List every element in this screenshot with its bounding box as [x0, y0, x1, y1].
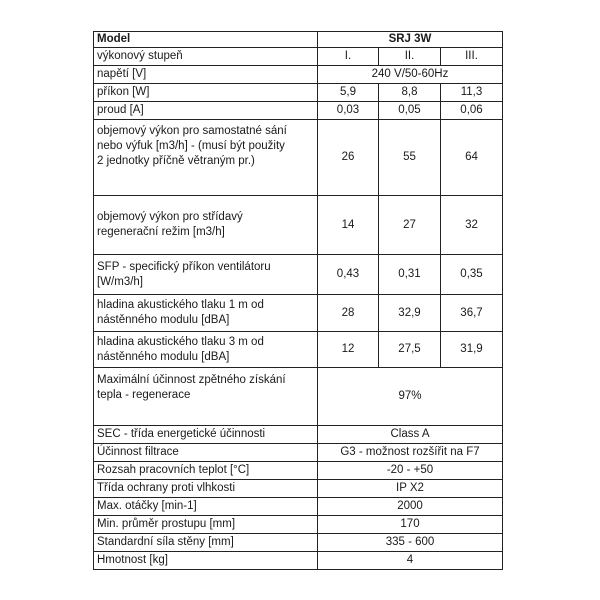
- table-row: [94, 444, 503, 462]
- cell-stage-3: 0,35: [441, 255, 503, 295]
- cell-merged: IP X2: [318, 480, 503, 498]
- cell-stage-1: 12: [318, 332, 379, 368]
- cell-stage-2: II.: [379, 48, 441, 66]
- cell-stage-3: III.: [441, 48, 503, 66]
- model-value: SRJ 3W: [318, 32, 503, 48]
- row-label-line: hladina akustického tlaku 3 m od: [97, 335, 264, 348]
- model-label: Model: [94, 32, 318, 48]
- cell-stage-1: 28: [318, 295, 379, 332]
- row-label-line: SFP - specifický příkon ventilátoru: [97, 260, 271, 273]
- row-label: Rozsah pracovních teplot [°C]: [94, 462, 318, 480]
- row-label: Třída ochrany proti vlhkosti: [94, 480, 318, 498]
- row-label: [94, 295, 318, 332]
- row-label: SEC - třída energetické účinnosti: [94, 426, 318, 444]
- table-row: [94, 534, 503, 552]
- row-label: výkonový stupeň: [94, 48, 318, 66]
- cell-stage-3: 36,7: [441, 295, 503, 332]
- row-label: Min. průměr prostupu [mm]: [94, 516, 318, 534]
- table-row: [94, 368, 503, 426]
- table-row: [94, 295, 503, 332]
- cell-merged: 335 - 600: [318, 534, 503, 552]
- row-label-line: 2 jednotky příčně větraným pr.): [97, 155, 255, 167]
- cell-merged: G3 - možnost rozšířit na F7: [318, 444, 503, 462]
- cell-stage-2: 27,5: [379, 332, 441, 368]
- row-label-line: nástěnného modulu [dBA]: [97, 314, 230, 326]
- row-label-line: [W/m3/h]: [97, 275, 144, 288]
- cell-stage-3: 11,3: [441, 84, 503, 102]
- row-label: [94, 196, 318, 255]
- cell-merged: -20 - +50: [318, 462, 503, 480]
- table-row: [94, 66, 503, 84]
- cell-stage-3: 0,06: [441, 102, 503, 120]
- cell-merged: Class A: [318, 426, 503, 444]
- table-row: [94, 426, 503, 444]
- cell-stage-2: 27: [379, 196, 441, 255]
- cell-merged: 4: [318, 552, 503, 570]
- table-row: [94, 516, 503, 534]
- table-row: [94, 332, 503, 368]
- cell-stage-2: 0,31: [379, 255, 441, 295]
- table-row: [94, 255, 503, 295]
- cell-stage-1: 26: [318, 120, 379, 196]
- cell-merged: 2000: [318, 498, 503, 516]
- cell-merged: 240 V/50-60Hz: [318, 66, 503, 84]
- row-label: Hmotnost [kg]: [94, 552, 318, 570]
- table-row: [94, 462, 503, 480]
- spec-table: [93, 31, 503, 570]
- row-label: Standardní síla stěny [mm]: [94, 534, 318, 552]
- row-label: napětí [V]: [94, 66, 318, 84]
- cell-stage-1: I.: [318, 48, 379, 66]
- cell-stage-2: 32,9: [379, 295, 441, 332]
- table-header-row: [94, 32, 503, 48]
- table-row: [94, 120, 503, 196]
- table-row: [94, 498, 503, 516]
- table-row: [94, 102, 503, 120]
- cell-merged: 170: [318, 516, 503, 534]
- cell-stage-1: 0,03: [318, 102, 379, 120]
- row-label: proud [A]: [94, 102, 318, 120]
- cell-merged: 97%: [318, 368, 503, 426]
- cell-stage-2: 55: [379, 120, 441, 196]
- cell-stage-3: 64: [441, 120, 503, 196]
- table-row: [94, 480, 503, 498]
- cell-stage-1: 0,43: [318, 255, 379, 295]
- cell-stage-3: 32: [441, 196, 503, 255]
- table-row: [94, 84, 503, 102]
- row-label: [94, 368, 318, 426]
- row-label-line: regenerační režim [m3/h]: [97, 226, 225, 238]
- row-label: Max. otáčky [min-1]: [94, 498, 318, 516]
- table-row: [94, 552, 503, 570]
- row-label-line: hladina akustického tlaku 1 m od: [97, 299, 264, 311]
- row-label-line: objemový výkon pro střídavý: [97, 211, 243, 223]
- row-label-line: tepla - regenerace: [97, 389, 191, 401]
- cell-stage-3: 31,9: [441, 332, 503, 368]
- cell-stage-1: 14: [318, 196, 379, 255]
- row-label: [94, 255, 318, 295]
- table-row: [94, 196, 503, 255]
- table-row: [94, 48, 503, 66]
- cell-stage-2: 0,05: [379, 102, 441, 120]
- row-label-line: nebo výfuk [m3/h] - (musí být použity: [97, 140, 285, 152]
- cell-stage-2: 8,8: [379, 84, 441, 102]
- row-label-line: nástěnného modulu [dBA]: [97, 350, 230, 363]
- row-label: příkon [W]: [94, 84, 318, 102]
- row-label-line: objemový výkon pro samostatné sání: [97, 125, 287, 137]
- row-label: Účinnost filtrace: [94, 444, 318, 462]
- cell-stage-1: 5,9: [318, 84, 379, 102]
- row-label-line: Maximální účinnost zpětného získání: [97, 374, 286, 386]
- row-label: [94, 332, 318, 368]
- row-label: [94, 120, 318, 196]
